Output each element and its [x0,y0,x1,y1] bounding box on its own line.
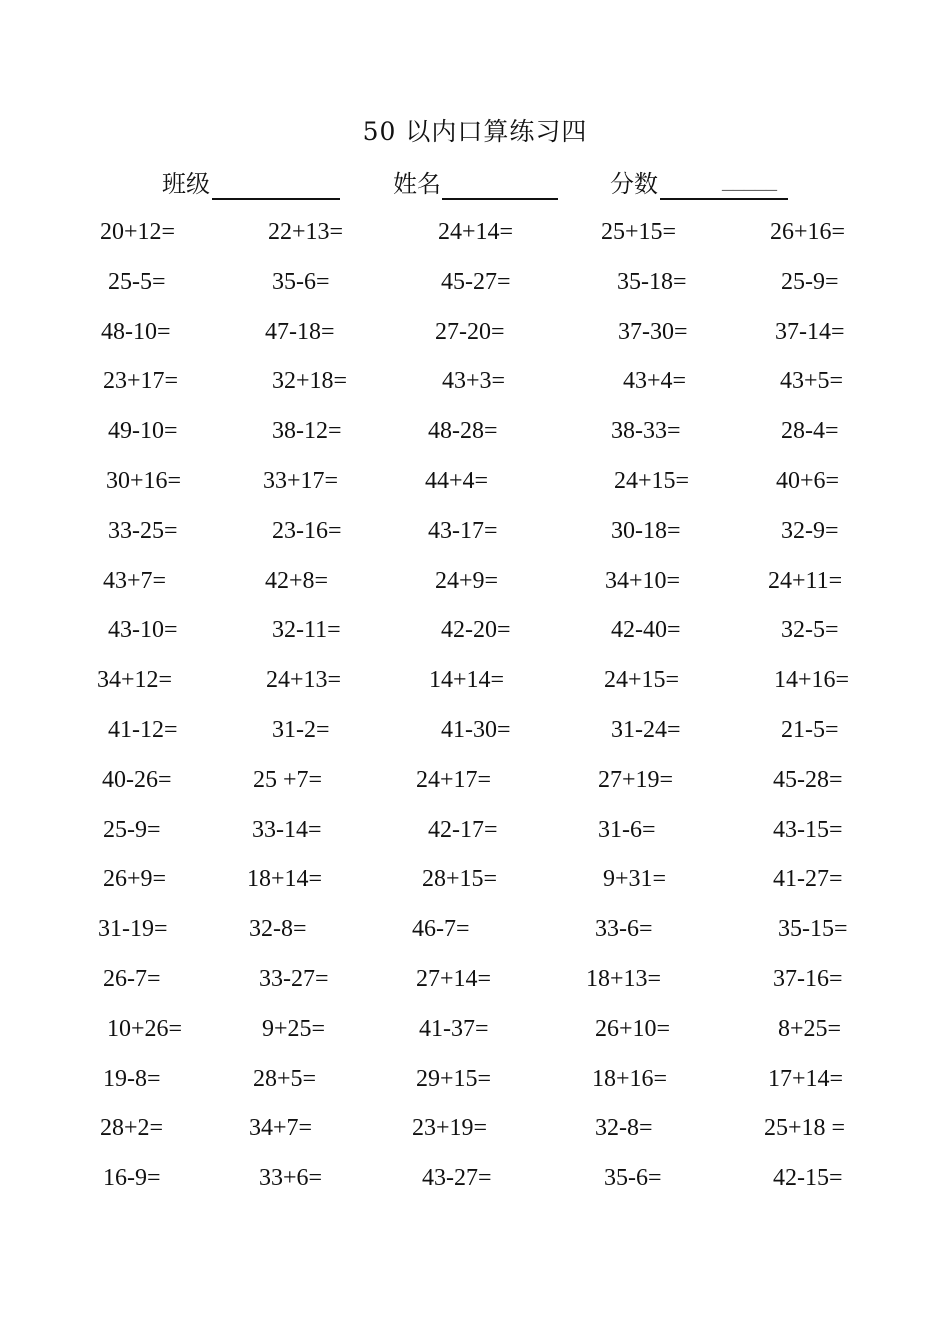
problem-r9-c5: 32-5= [781,617,839,644]
problem-r17-c1: 10+26= [107,1015,183,1042]
problem-r6-c4: 24+15= [614,468,690,494]
problem-r11-c5: 21-5= [781,717,839,743]
problem-r1-c5: 26+16= [770,219,846,245]
problem-r8-c3: 24+9= [435,567,499,594]
page-title: 50 以内口算练习四 [362,117,588,146]
problem-r2-c2: 35-6= [272,268,330,295]
problem-r2-c5: 25-9= [781,268,839,295]
problem-r16-c1: 26-7= [103,966,161,992]
problem-r10-c4: 24+15= [604,667,680,694]
problem-r1-c4: 25+15= [601,219,677,245]
problem-r15-c1: 31-19= [98,916,168,943]
problem-r4-c2: 32+18= [272,368,348,395]
problem-r12-c1: 40-26= [102,766,172,793]
problem-r3-c4: 37-30= [618,318,688,345]
problem-r5-c5: 28-4= [781,418,839,445]
problem-r16-c3: 27+14= [416,966,492,992]
problem-r13-c2: 33-14= [252,816,322,843]
problem-r4-c4: 43+4= [623,368,687,395]
problem-r18-c1: 19-8= [103,1065,161,1092]
problem-r13-c1: 25-9= [103,816,161,843]
problem-r18-c4: 18+16= [592,1065,668,1092]
problem-r20-c5: 42-15= [773,1165,843,1192]
problem-r15-c3: 46-7= [412,916,470,943]
problem-r20-c3: 43-27= [422,1165,492,1192]
problem-r18-c5: 17+14= [768,1065,844,1092]
problem-r19-c5: 25+18 = [764,1115,846,1142]
problem-r10-c2: 24+13= [266,667,342,694]
problem-r14-c1: 26+9= [103,866,167,893]
problem-r14-c2: 18+14= [247,866,323,893]
problem-r9-c3: 42-20= [441,617,511,644]
problem-r14-c4: 9+31= [603,866,667,893]
problem-r1-c1: 20+12= [100,219,176,245]
problem-r13-c5: 43-15= [773,816,843,843]
problem-r4-c1: 23+17= [103,368,179,395]
problem-r11-c3: 41-30= [441,717,511,743]
problem-r16-c5: 37-16= [773,966,843,992]
problem-r8-c2: 42+8= [265,567,329,594]
problem-r3-c2: 47-18= [265,318,335,345]
problem-r2-c4: 35-18= [617,268,687,295]
problem-r19-c2: 34+7= [249,1115,313,1142]
score-label: 分数 [610,170,658,198]
problem-r15-c2: 32-8= [249,916,307,943]
problem-r10-c1: 34+12= [97,667,173,694]
problem-r3-c5: 37-14= [775,318,845,345]
problem-r17-c4: 26+10= [595,1015,671,1042]
problem-r15-c5: 35-15= [778,916,848,943]
problem-r16-c4: 18+13= [586,966,662,992]
problem-r11-c2: 31-2= [272,717,330,743]
problem-r2-c3: 45-27= [441,268,511,295]
problem-r7-c2: 23-16= [272,517,342,544]
problem-r19-c4: 32-8= [595,1115,653,1142]
problem-r13-c3: 42-17= [428,816,498,843]
problem-r5-c1: 49-10= [108,418,178,445]
problem-r17-c3: 41-37= [419,1015,489,1042]
problem-r7-c4: 30-18= [611,517,681,544]
problem-r16-c2: 33-27= [259,966,329,992]
problem-r6-c5: 40+6= [776,468,840,494]
class-label: 班级 [162,170,210,198]
problem-r8-c4: 34+10= [605,567,681,594]
problem-r7-c5: 32-9= [781,517,839,544]
problem-r19-c3: 23+19= [412,1115,488,1142]
problem-r20-c1: 16-9= [103,1165,161,1192]
problem-r20-c4: 35-6= [604,1165,662,1192]
problem-r11-c1: 41-12= [108,717,178,743]
problem-r15-c4: 33-6= [595,916,653,943]
problem-r3-c3: 27-20= [435,318,505,345]
problem-r14-c5: 41-27= [773,866,843,893]
problem-r7-c3: 43-17= [428,517,498,544]
problem-r6-c3: 44+4= [425,468,489,494]
problem-r8-c5: 24+11= [768,567,843,594]
problem-r17-c2: 9+25= [262,1015,326,1042]
problem-r19-c1: 28+2= [100,1115,164,1142]
problem-r5-c2: 38-12= [272,418,342,445]
problem-r13-c4: 31-6= [598,816,656,843]
problem-r5-c3: 48-28= [428,418,498,445]
problem-r5-c4: 38-33= [611,418,681,445]
problem-r4-c3: 43+3= [442,368,506,395]
score-blank-text: _____ [722,168,777,193]
problem-r2-c1: 25-5= [108,268,166,295]
problem-r18-c3: 29+15= [416,1065,492,1092]
problem-r6-c2: 33+17= [263,468,339,494]
problem-r12-c4: 27+19= [598,766,674,793]
problem-r10-c5: 14+16= [774,667,850,694]
problem-r14-c3: 28+15= [422,866,498,893]
problem-r12-c2: 25 +7= [253,766,323,793]
problem-r18-c2: 28+5= [253,1065,317,1092]
problem-r10-c3: 14+14= [429,667,505,694]
problem-r1-c3: 24+14= [438,219,514,245]
problem-r8-c1: 43+7= [103,567,167,594]
problem-r12-c5: 45-28= [773,766,843,793]
problem-r9-c4: 42-40= [611,617,681,644]
name-label: 姓名 [393,170,441,198]
problem-r6-c1: 30+16= [106,468,182,494]
problem-r4-c5: 43+5= [780,368,844,395]
problem-r20-c2: 33+6= [259,1165,323,1192]
problem-r17-c5: 8+25= [778,1015,842,1042]
problem-r11-c4: 31-24= [611,717,681,743]
problem-r9-c1: 43-10= [108,617,178,644]
problem-r9-c2: 32-11= [272,617,341,644]
problem-r7-c1: 33-25= [108,517,178,544]
problem-r1-c2: 22+13= [268,219,344,245]
problem-r3-c1: 48-10= [101,318,171,345]
problem-r12-c3: 24+17= [416,766,492,793]
